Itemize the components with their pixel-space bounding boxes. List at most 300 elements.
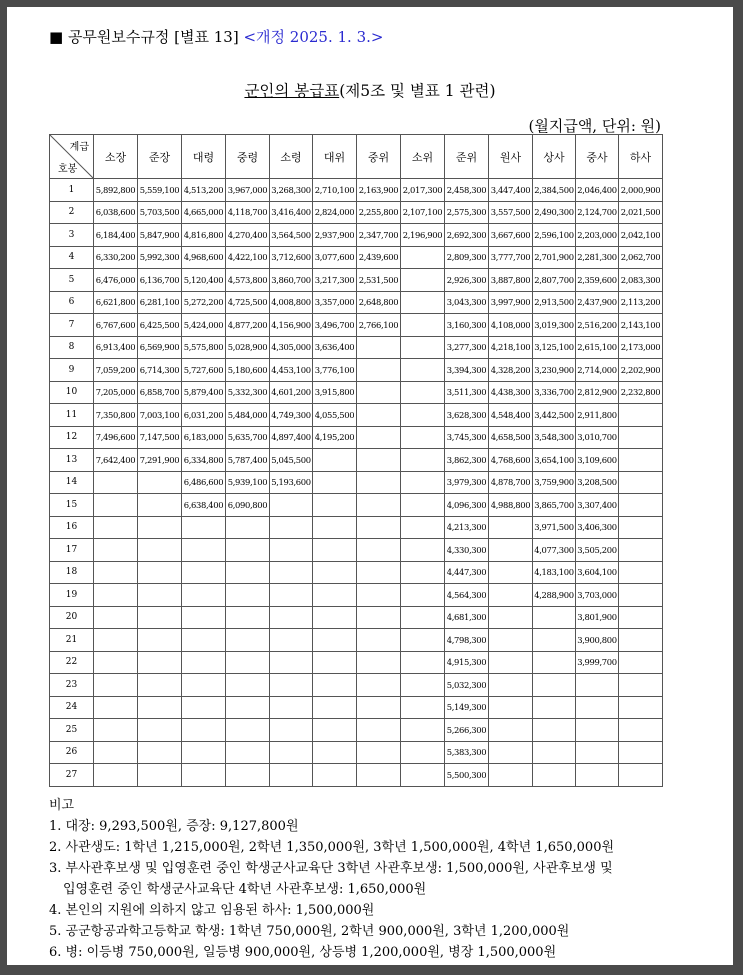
salary-cell <box>226 516 270 539</box>
salary-cell <box>533 606 576 629</box>
salary-cell <box>313 471 357 494</box>
salary-cell: 4,288,900 <box>533 584 576 607</box>
salary-cell: 5,992,300 <box>138 246 182 269</box>
salary-cell <box>401 741 445 764</box>
salary-cell: 2,203,000 <box>576 224 619 247</box>
salary-cell <box>313 741 357 764</box>
salary-cell <box>576 764 619 787</box>
salary-cell <box>357 764 401 787</box>
table-row <box>50 246 663 269</box>
salary-cell: 5,939,100 <box>226 471 270 494</box>
salary-cell: 3,703,000 <box>576 584 619 607</box>
salary-cell <box>313 764 357 787</box>
salary-cell <box>401 764 445 787</box>
salary-cell <box>357 516 401 539</box>
salary-cell: 2,046,400 <box>576 179 619 202</box>
salary-cell: 3,511,300 <box>445 381 489 404</box>
salary-cell <box>270 629 313 652</box>
salary-cell <box>226 674 270 697</box>
table-row <box>50 426 663 449</box>
salary-cell: 6,330,200 <box>94 246 138 269</box>
table-row <box>50 629 663 652</box>
salary-cell: 3,505,200 <box>576 539 619 562</box>
salary-cell <box>489 539 533 562</box>
salary-cell <box>138 561 182 584</box>
salary-cell: 4,601,200 <box>270 381 313 404</box>
salary-cell: 2,042,100 <box>619 224 663 247</box>
table-row <box>50 179 663 202</box>
salary-cell: 5,120,400 <box>182 269 226 292</box>
salary-cell: 6,184,400 <box>94 224 138 247</box>
salary-cell <box>533 674 576 697</box>
salary-cell <box>401 246 445 269</box>
table-row <box>50 539 663 562</box>
salary-cell: 7,205,000 <box>94 381 138 404</box>
rank-header: 준장 <box>138 135 182 179</box>
salary-cell <box>619 651 663 674</box>
salary-cell <box>489 629 533 652</box>
salary-cell <box>489 561 533 584</box>
table-row <box>50 651 663 674</box>
salary-cell: 2,913,500 <box>533 291 576 314</box>
table-row <box>50 291 663 314</box>
salary-cell: 3,860,700 <box>270 269 313 292</box>
salary-cell: 4,968,600 <box>182 246 226 269</box>
salary-cell: 4,564,300 <box>445 584 489 607</box>
salary-cell: 5,500,300 <box>445 764 489 787</box>
salary-cell <box>138 494 182 517</box>
table-row <box>50 269 663 292</box>
rank-header: 상사 <box>533 135 576 179</box>
salary-cell: 4,183,100 <box>533 561 576 584</box>
salary-cell <box>94 606 138 629</box>
salary-cell: 2,113,200 <box>619 291 663 314</box>
salary-cell <box>313 606 357 629</box>
salary-cell <box>270 719 313 742</box>
salary-cell <box>270 674 313 697</box>
salary-cell: 2,807,700 <box>533 269 576 292</box>
salary-cell: 2,196,900 <box>401 224 445 247</box>
salary-cell <box>489 584 533 607</box>
salary-cell <box>489 764 533 787</box>
salary-cell <box>226 606 270 629</box>
salary-cell <box>270 764 313 787</box>
salary-cell <box>619 426 663 449</box>
salary-cell <box>94 674 138 697</box>
salary-cell: 7,642,400 <box>94 449 138 472</box>
salary-cell: 2,701,900 <box>533 246 576 269</box>
salary-cell <box>533 764 576 787</box>
salary-cell <box>138 471 182 494</box>
salary-cell <box>94 764 138 787</box>
salary-cell <box>401 606 445 629</box>
salary-cell: 2,173,000 <box>619 336 663 359</box>
salary-cell <box>270 584 313 607</box>
salary-cell: 7,059,200 <box>94 359 138 382</box>
salary-cell: 3,915,800 <box>313 381 357 404</box>
salary-cell <box>619 584 663 607</box>
rank-header: 중사 <box>576 135 619 179</box>
salary-cell: 3,217,300 <box>313 269 357 292</box>
salary-cell: 5,383,300 <box>445 741 489 764</box>
salary-cell <box>94 494 138 517</box>
salary-cell: 5,892,800 <box>94 179 138 202</box>
table-row <box>50 696 663 719</box>
salary-cell: 2,359,600 <box>576 269 619 292</box>
step-number-cell: 23 <box>50 674 94 697</box>
salary-cell: 5,032,300 <box>445 674 489 697</box>
salary-cell: 4,816,800 <box>182 224 226 247</box>
salary-cell <box>357 561 401 584</box>
salary-cell <box>270 516 313 539</box>
salary-cell: 4,077,300 <box>533 539 576 562</box>
rank-header: 소령 <box>270 135 313 179</box>
salary-cell <box>401 696 445 719</box>
rank-header: 중령 <box>226 135 270 179</box>
salary-cell: 2,692,300 <box>445 224 489 247</box>
salary-cell <box>313 539 357 562</box>
rank-axis-label: 계급 <box>69 142 89 153</box>
salary-cell <box>619 404 663 427</box>
salary-cell: 2,107,100 <box>401 201 445 224</box>
step-number-cell: 24 <box>50 696 94 719</box>
salary-cell <box>533 629 576 652</box>
rank-header-row <box>50 135 663 179</box>
step-number-cell: 20 <box>50 606 94 629</box>
salary-cell <box>313 719 357 742</box>
salary-cell <box>94 629 138 652</box>
salary-cell <box>401 336 445 359</box>
remarks-heading: 비고 <box>49 798 75 813</box>
salary-cell: 6,038,600 <box>94 201 138 224</box>
table-row <box>50 561 663 584</box>
salary-cell <box>94 741 138 764</box>
salary-cell <box>357 359 401 382</box>
salary-cell: 4,328,200 <box>489 359 533 382</box>
salary-cell: 2,143,100 <box>619 314 663 337</box>
salary-cell: 3,776,100 <box>313 359 357 382</box>
salary-cell: 3,759,900 <box>533 471 576 494</box>
salary-cell <box>619 629 663 652</box>
salary-cell: 2,281,300 <box>576 246 619 269</box>
salary-cell <box>313 696 357 719</box>
salary-cell: 2,163,900 <box>357 179 401 202</box>
salary-cell <box>182 651 226 674</box>
step-number-cell: 4 <box>50 246 94 269</box>
table-row <box>50 674 663 697</box>
salary-cell: 3,745,300 <box>445 426 489 449</box>
salary-cell <box>226 561 270 584</box>
pay-table-body <box>50 179 663 787</box>
table-row <box>50 381 663 404</box>
salary-cell: 7,496,600 <box>94 426 138 449</box>
salary-cell: 4,725,500 <box>226 291 270 314</box>
salary-cell: 4,877,200 <box>226 314 270 337</box>
salary-cell: 7,350,800 <box>94 404 138 427</box>
remark-item: 6. 병: 이등병 750,000원, 일등병 900,000원, 상등병 1,200,000원, 병장 1,500,000원 <box>49 945 557 960</box>
table-row <box>50 516 663 539</box>
salary-cell: 5,635,700 <box>226 426 270 449</box>
remark-item: 5. 공군항공과학고등학교 학생: 1학년 750,000원, 2학년 900,000원, 3학년 1,200,000원 <box>49 924 570 939</box>
salary-cell: 2,596,100 <box>533 224 576 247</box>
salary-cell <box>313 494 357 517</box>
salary-cell <box>489 741 533 764</box>
salary-cell <box>619 741 663 764</box>
salary-cell: 3,604,100 <box>576 561 619 584</box>
salary-cell <box>138 719 182 742</box>
salary-cell <box>94 539 138 562</box>
step-number-cell: 10 <box>50 381 94 404</box>
salary-cell <box>94 696 138 719</box>
salary-cell: 5,193,600 <box>270 471 313 494</box>
table-row <box>50 449 663 472</box>
salary-cell: 4,330,300 <box>445 539 489 562</box>
table-row <box>50 494 663 517</box>
salary-cell <box>357 606 401 629</box>
salary-cell: 6,334,800 <box>182 449 226 472</box>
salary-cell <box>619 674 663 697</box>
salary-cell: 2,458,300 <box>445 179 489 202</box>
rank-header: 대위 <box>313 135 357 179</box>
salary-cell: 3,268,300 <box>270 179 313 202</box>
salary-cell: 4,681,300 <box>445 606 489 629</box>
table-row <box>50 404 663 427</box>
rank-header: 하사 <box>619 135 663 179</box>
salary-cell <box>357 651 401 674</box>
salary-cell: 4,988,800 <box>489 494 533 517</box>
remark-item: 3. 부사관후보생 및 입영훈련 중인 학생군사교육단 3학년 사관후보생: 1,500,000원, 사관후보생 및 <box>49 861 613 876</box>
salary-cell <box>619 561 663 584</box>
salary-cell <box>138 651 182 674</box>
salary-cell: 2,000,900 <box>619 179 663 202</box>
salary-cell: 7,147,500 <box>138 426 182 449</box>
salary-cell: 2,531,500 <box>357 269 401 292</box>
table-row <box>50 314 663 337</box>
corner-header-cell <box>50 135 94 179</box>
step-number-cell: 11 <box>50 404 94 427</box>
salary-cell <box>576 674 619 697</box>
salary-cell <box>401 651 445 674</box>
salary-cell: 4,548,400 <box>489 404 533 427</box>
salary-cell: 4,658,500 <box>489 426 533 449</box>
salary-cell <box>401 359 445 382</box>
salary-cell <box>576 741 619 764</box>
salary-cell: 3,357,000 <box>313 291 357 314</box>
salary-cell: 3,160,300 <box>445 314 489 337</box>
salary-cell <box>94 516 138 539</box>
rank-header: 중위 <box>357 135 401 179</box>
salary-cell <box>357 629 401 652</box>
salary-cell: 2,232,800 <box>619 381 663 404</box>
step-number-cell: 17 <box>50 539 94 562</box>
rank-header: 원사 <box>489 135 533 179</box>
salary-cell <box>619 494 663 517</box>
salary-cell: 5,149,300 <box>445 696 489 719</box>
salary-cell: 5,424,000 <box>182 314 226 337</box>
table-row <box>50 606 663 629</box>
step-number-cell: 16 <box>50 516 94 539</box>
salary-cell <box>401 629 445 652</box>
step-number-cell: 7 <box>50 314 94 337</box>
salary-cell <box>357 449 401 472</box>
header-prefix: ■ 공무원보수규정 [별표 13] <box>49 28 239 46</box>
salary-cell: 2,017,300 <box>401 179 445 202</box>
salary-cell: 6,638,400 <box>182 494 226 517</box>
salary-cell: 2,021,500 <box>619 201 663 224</box>
step-number-cell: 14 <box>50 471 94 494</box>
salary-cell: 4,096,300 <box>445 494 489 517</box>
salary-cell <box>182 584 226 607</box>
salary-cell <box>533 741 576 764</box>
step-number-cell: 15 <box>50 494 94 517</box>
salary-cell: 3,636,400 <box>313 336 357 359</box>
table-row <box>50 764 663 787</box>
salary-cell: 5,703,500 <box>138 201 182 224</box>
salary-cell <box>182 741 226 764</box>
salary-cell <box>313 674 357 697</box>
salary-cell: 2,202,900 <box>619 359 663 382</box>
salary-cell <box>619 516 663 539</box>
salary-cell <box>619 764 663 787</box>
salary-cell <box>270 561 313 584</box>
salary-cell: 2,911,800 <box>576 404 619 427</box>
salary-cell: 4,270,400 <box>226 224 270 247</box>
salary-cell: 2,615,100 <box>576 336 619 359</box>
salary-cell <box>401 314 445 337</box>
salary-cell <box>313 449 357 472</box>
salary-cell: 6,621,800 <box>94 291 138 314</box>
salary-cell: 4,438,300 <box>489 381 533 404</box>
salary-cell: 5,272,200 <box>182 291 226 314</box>
salary-cell <box>357 471 401 494</box>
salary-cell <box>270 741 313 764</box>
salary-cell <box>619 606 663 629</box>
salary-cell: 3,496,700 <box>313 314 357 337</box>
salary-cell: 4,665,000 <box>182 201 226 224</box>
salary-cell <box>138 629 182 652</box>
salary-cell: 3,406,300 <box>576 516 619 539</box>
salary-cell: 3,564,500 <box>270 224 313 247</box>
salary-cell <box>182 696 226 719</box>
step-number-cell: 18 <box>50 561 94 584</box>
salary-cell <box>357 539 401 562</box>
table-title <box>7 79 733 101</box>
salary-cell <box>270 651 313 674</box>
salary-cell: 3,887,800 <box>489 269 533 292</box>
salary-cell <box>313 651 357 674</box>
salary-cell: 5,727,600 <box>182 359 226 382</box>
salary-cell <box>489 606 533 629</box>
salary-cell <box>533 719 576 742</box>
salary-cell: 4,749,300 <box>270 404 313 427</box>
salary-cell <box>357 426 401 449</box>
salary-cell <box>619 449 663 472</box>
salary-cell: 2,937,900 <box>313 224 357 247</box>
salary-cell: 3,019,300 <box>533 314 576 337</box>
unit-note: (월지급액, 단위: 원) <box>528 117 661 135</box>
remark-item: 2. 사관생도: 1학년 1,215,000원, 2학년 1,350,000원, 3학년 1,500,000원, 4학년 1,650,000원 <box>49 840 615 855</box>
salary-cell: 4,447,300 <box>445 561 489 584</box>
salary-cell: 2,766,100 <box>357 314 401 337</box>
salary-cell: 6,031,200 <box>182 404 226 427</box>
step-axis-label: 호봉 <box>58 164 78 175</box>
salary-cell <box>401 404 445 427</box>
table-row <box>50 719 663 742</box>
salary-cell <box>270 494 313 517</box>
salary-cell <box>489 674 533 697</box>
salary-cell: 2,809,300 <box>445 246 489 269</box>
salary-cell: 4,897,400 <box>270 426 313 449</box>
salary-cell: 5,879,400 <box>182 381 226 404</box>
salary-cell: 3,862,300 <box>445 449 489 472</box>
step-number-cell: 26 <box>50 741 94 764</box>
salary-cell: 6,913,400 <box>94 336 138 359</box>
salary-cell <box>401 426 445 449</box>
salary-cell: 3,442,500 <box>533 404 576 427</box>
salary-cell: 3,971,500 <box>533 516 576 539</box>
salary-cell <box>401 719 445 742</box>
salary-cell: 6,858,700 <box>138 381 182 404</box>
salary-cell: 3,208,500 <box>576 471 619 494</box>
salary-cell: 2,439,600 <box>357 246 401 269</box>
salary-cell: 6,714,300 <box>138 359 182 382</box>
salary-cell <box>357 584 401 607</box>
salary-cell <box>138 606 182 629</box>
step-number-cell: 6 <box>50 291 94 314</box>
salary-cell: 5,028,900 <box>226 336 270 359</box>
salary-cell <box>182 561 226 584</box>
step-number-cell: 27 <box>50 764 94 787</box>
salary-cell <box>182 674 226 697</box>
salary-cell: 6,486,600 <box>182 471 226 494</box>
salary-cell: 2,926,300 <box>445 269 489 292</box>
salary-cell <box>576 719 619 742</box>
salary-cell <box>138 741 182 764</box>
salary-cell <box>357 741 401 764</box>
salary-cell <box>182 516 226 539</box>
salary-cell: 4,156,900 <box>270 314 313 337</box>
rank-header: 소위 <box>401 135 445 179</box>
salary-cell: 3,043,300 <box>445 291 489 314</box>
salary-cell <box>401 516 445 539</box>
salary-cell <box>182 606 226 629</box>
table-row <box>50 741 663 764</box>
salary-cell <box>533 696 576 719</box>
salary-cell: 4,055,500 <box>313 404 357 427</box>
salary-cell: 2,255,800 <box>357 201 401 224</box>
salary-cell: 4,768,600 <box>489 449 533 472</box>
remark-item: 1. 대장: 9,293,500원, 증장: 9,127,800원 <box>49 819 299 834</box>
salary-cell: 6,425,500 <box>138 314 182 337</box>
salary-cell <box>357 336 401 359</box>
salary-cell <box>138 696 182 719</box>
salary-cell <box>94 584 138 607</box>
salary-cell: 4,218,100 <box>489 336 533 359</box>
rank-header: 준위 <box>445 135 489 179</box>
salary-cell <box>401 584 445 607</box>
salary-cell: 6,569,900 <box>138 336 182 359</box>
salary-cell <box>357 719 401 742</box>
salary-cell: 2,812,900 <box>576 381 619 404</box>
salary-cell: 6,183,000 <box>182 426 226 449</box>
salary-cell <box>226 719 270 742</box>
step-number-cell: 8 <box>50 336 94 359</box>
salary-cell <box>182 539 226 562</box>
salary-cell: 6,476,000 <box>94 269 138 292</box>
salary-cell: 5,332,300 <box>226 381 270 404</box>
salary-cell <box>94 719 138 742</box>
remark-item-continuation: 입영훈련 중인 학생군사교육단 4학년 사관후보생: 1,650,000원 <box>63 882 427 897</box>
